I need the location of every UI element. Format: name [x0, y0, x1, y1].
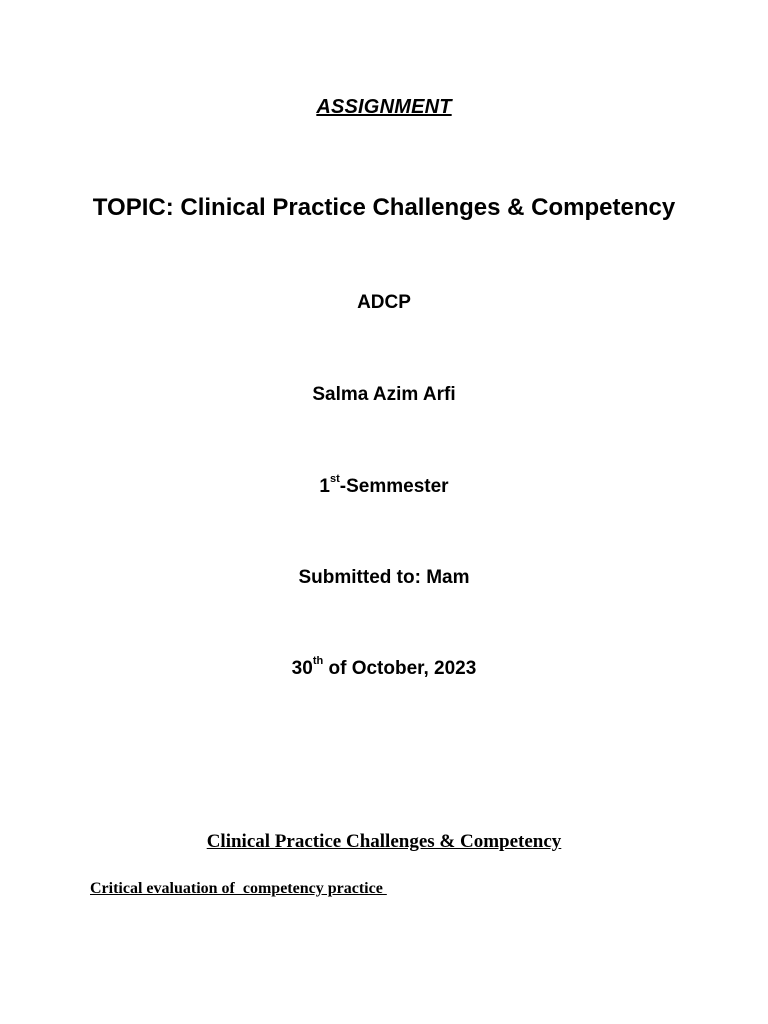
assignment-heading: ASSIGNMENT	[316, 96, 452, 118]
semester-suffix: st	[330, 473, 340, 485]
student-name: Salma Azim Arfi	[312, 384, 456, 405]
submission-date	[0, 655, 768, 680]
subsection-title: Critical evaluation of competency practice	[90, 880, 387, 897]
program-name: ADCP	[357, 292, 411, 313]
date-suffix: th	[312, 655, 324, 667]
semester-number: 1	[319, 476, 330, 497]
section-title: Clinical Practice Challenges & Competency	[206, 831, 562, 852]
submitted-to: Submitted to: Mam	[298, 567, 470, 588]
date-day: 30	[291, 658, 313, 679]
date-rest: of October, 2023	[323, 658, 477, 679]
topic-title: TOPIC: Clinical Practice Challenges & Competency	[92, 194, 676, 221]
semester-line	[0, 473, 768, 498]
semester-label: -Semmester	[339, 476, 449, 497]
